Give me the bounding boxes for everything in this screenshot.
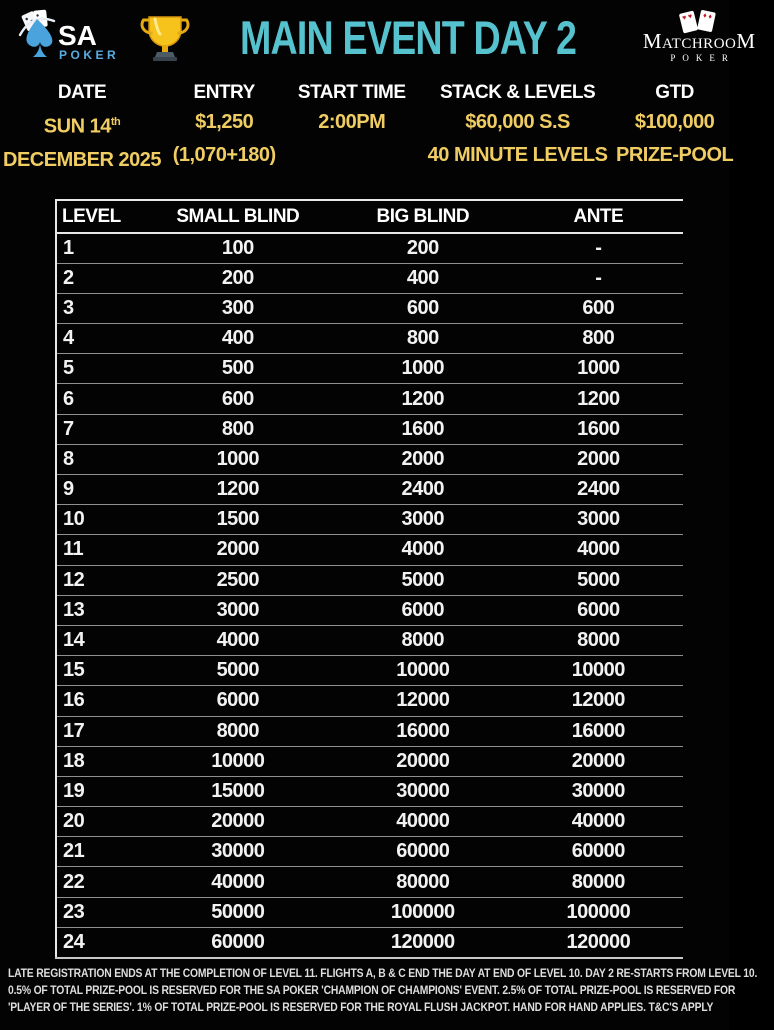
level-cell: 1 (56, 233, 144, 263)
small-blind-cell: 1200 (144, 475, 332, 505)
ante-cell: 10000 (514, 656, 683, 686)
level-cell: 20 (56, 807, 144, 837)
big-blind-cell: 6000 (332, 595, 514, 625)
info-label-stack-levels: STACK & LEVELS (439, 82, 596, 103)
title-wrap (142, 10, 618, 65)
table-row (56, 535, 683, 565)
ante-cell: 60000 (514, 837, 683, 867)
level-table-body (56, 233, 683, 958)
big-blind-cell: 2000 (332, 444, 514, 474)
ante-cell: 20000 (514, 746, 683, 776)
table-row (56, 716, 683, 746)
table-row (56, 444, 683, 474)
ante-cell: - (514, 263, 683, 293)
table-row (56, 867, 683, 897)
footer-line: LATE REGISTRATION ENDS AT THE COMPLETION OF LEVEL 11. FLIGHTS A, B & C END THE DAY AT END OF LEVEL 10. DAY 2 RE-STARTS FROM LEVEL 10. (8, 968, 758, 980)
level-cell: 21 (56, 837, 144, 867)
level-table (55, 199, 683, 959)
info-value-entry-breakdown: (1,070+180) (172, 144, 276, 166)
matchroom-logo (624, 11, 774, 63)
footer-line: 'PLAYER OF THE SERIES'. 1% OF TOTAL PRIZE-POOL IS RESERVED FOR THE ROYAL FLUSH JACKPOT. HAND FOR HAND APPLIES. T&C'S APPLY (8, 1002, 714, 1014)
big-blind-cell: 40000 (332, 807, 514, 837)
header-small-blind: SMALL BLIND (144, 200, 332, 233)
info-value-levels: 40 MINUTE LEVELS (427, 144, 608, 166)
info-col-start-time (284, 76, 419, 177)
small-blind-cell: 800 (144, 414, 332, 444)
table-row (56, 746, 683, 776)
level-cell: 15 (56, 656, 144, 686)
ante-cell: 1200 (514, 384, 683, 414)
level-cell: 9 (56, 475, 144, 505)
playing-card-icon: ♥ ♥ (679, 10, 698, 33)
table-row (56, 324, 683, 354)
level-cell: 14 (56, 625, 144, 655)
table-row (56, 384, 683, 414)
ante-cell: 3000 (514, 505, 683, 535)
info-col-stack-levels (419, 76, 616, 177)
footer-note (8, 966, 758, 1017)
big-blind-cell: 800 (332, 324, 514, 354)
table-row (56, 263, 683, 293)
big-blind-cell: 20000 (332, 746, 514, 776)
big-blind-cell: 30000 (332, 776, 514, 806)
header-ante: ANTE (514, 200, 683, 233)
level-cell: 17 (56, 716, 144, 746)
big-blind-cell: 8000 (332, 625, 514, 655)
level-cell: 19 (56, 776, 144, 806)
table-row (56, 565, 683, 595)
big-blind-cell: 80000 (332, 867, 514, 897)
trophy-icon (142, 12, 188, 62)
table-row (56, 475, 683, 505)
small-blind-cell: 20000 (144, 807, 332, 837)
level-cell: 18 (56, 746, 144, 776)
level-table-head (56, 200, 683, 233)
ante-cell: 8000 (514, 625, 683, 655)
playing-card-icon: ♦ ♦ (697, 10, 716, 33)
info-value-date-day: SUN 14th (43, 115, 121, 138)
big-blind-cell: 5000 (332, 565, 514, 595)
big-blind-cell: 1200 (332, 384, 514, 414)
info-value-gtd-prizepool: PRIZE-POOL (615, 144, 734, 166)
table-row (56, 897, 683, 927)
info-label-entry: ENTRY (193, 82, 255, 103)
matchroom-cards-icon (677, 11, 721, 33)
small-blind-cell: 2500 (144, 565, 332, 595)
info-value-date-month: DECEMBER 2025 (3, 148, 162, 171)
level-cell: 7 (56, 414, 144, 444)
ante-cell: - (514, 233, 683, 263)
info-label-date: DATE (57, 82, 107, 103)
footer-line: 0.5% OF TOTAL PRIZE-POOL IS RESERVED FOR THE SA POKER 'CHAMPION OF CHAMPIONS' EVENT. 2.5% OF TOTAL PRIZE-POOL IS RESERVED FOR (8, 985, 736, 997)
level-cell: 13 (56, 595, 144, 625)
level-cell: 2 (56, 263, 144, 293)
ante-cell: 5000 (514, 565, 683, 595)
small-blind-cell: 60000 (211, 930, 265, 953)
poker-text: POKER (59, 48, 120, 62)
info-value-stack: $60,000 S.S (465, 111, 570, 133)
table-row (56, 414, 683, 444)
big-blind-cell: 1000 (332, 354, 514, 384)
table-row (56, 505, 683, 535)
level-cell: 4 (56, 324, 144, 354)
table-row (56, 686, 683, 716)
ante-cell: 80000 (514, 867, 683, 897)
big-blind-cell: 2400 (332, 475, 514, 505)
ante-cell: 1000 (514, 354, 683, 384)
table-row (56, 233, 683, 263)
sa-poker-logo-graphic (16, 9, 134, 65)
big-blind-cell: 400 (332, 263, 514, 293)
big-blind-cell: 12000 (332, 686, 514, 716)
table-row (56, 595, 683, 625)
big-blind-cell: 3000 (332, 505, 514, 535)
level-cell: 16 (56, 686, 144, 716)
big-blind-cell: 10000 (332, 656, 514, 686)
small-blind-cell: 6000 (144, 686, 332, 716)
ante-cell: 6000 (514, 595, 683, 625)
small-blind-cell: 600 (144, 384, 332, 414)
event-title: MAIN EVENT DAY 2 (240, 10, 577, 64)
matchroom-name: MATCHROOM (642, 29, 756, 53)
header-level: LEVEL (56, 200, 144, 233)
small-blind-cell: 1500 (144, 505, 332, 535)
small-blind-cell: 10000 (144, 746, 332, 776)
big-blind-cell: 1600 (332, 414, 514, 444)
info-row (0, 76, 734, 177)
table-row (56, 776, 683, 806)
ante-cell: 120000 (566, 930, 631, 953)
table-row (56, 927, 683, 957)
table-row (56, 625, 683, 655)
ante-cell: 800 (514, 324, 683, 354)
big-blind-cell: 100000 (332, 897, 514, 927)
small-blind-cell: 3000 (144, 595, 332, 625)
header-row (56, 200, 683, 233)
info-col-entry (164, 76, 284, 177)
small-blind-cell: 30000 (144, 837, 332, 867)
sa-poker-logo (16, 9, 136, 65)
level-cell: 11 (56, 535, 144, 565)
big-blind-cell: 16000 (332, 716, 514, 746)
small-blind-cell: 50000 (144, 897, 332, 927)
small-blind-cell: 1000 (144, 444, 332, 474)
sa-text: SA (58, 20, 97, 51)
big-blind-cell: 4000 (332, 535, 514, 565)
small-blind-cell: 8000 (144, 716, 332, 746)
level-cell: 22 (56, 867, 144, 897)
big-blind-cell: 600 (332, 293, 514, 323)
small-blind-cell: 4000 (144, 625, 332, 655)
small-blind-cell: 40000 (144, 867, 332, 897)
small-blind-cell: 100 (144, 233, 332, 263)
small-blind-cell: 200 (144, 263, 332, 293)
table-row (56, 354, 683, 384)
info-value-entry-amount: $1,250 (195, 111, 254, 133)
small-blind-cell: 5000 (144, 656, 332, 686)
ante-cell: 2000 (514, 444, 683, 474)
matchroom-poker-text: POKER (670, 53, 735, 63)
info-value-gtd-amount: $100,000 (634, 111, 715, 133)
table-row (56, 837, 683, 867)
table-row (56, 656, 683, 686)
ante-cell: 2400 (514, 475, 683, 505)
header-big-blind: BIG BLIND (332, 200, 514, 233)
level-cell: 12 (56, 565, 144, 595)
ante-cell: 16000 (514, 716, 683, 746)
small-blind-cell: 400 (144, 324, 332, 354)
level-cell: 10 (56, 505, 144, 535)
small-blind-cell: 500 (144, 354, 332, 384)
ante-cell: 40000 (514, 807, 683, 837)
ante-cell: 600 (514, 293, 683, 323)
small-blind-cell: 300 (144, 293, 332, 323)
info-col-gtd (616, 76, 733, 177)
big-blind-cell: 60000 (332, 837, 514, 867)
info-col-date (0, 76, 164, 177)
header (0, 0, 756, 74)
big-blind-cell: 120000 (390, 930, 455, 953)
level-cell: 5 (56, 354, 144, 384)
ante-cell: 1600 (514, 414, 683, 444)
info-label-start-time: START TIME (297, 82, 406, 103)
ante-cell: 100000 (514, 897, 683, 927)
small-blind-cell: 15000 (144, 776, 332, 806)
table-row (56, 293, 683, 323)
level-cell: 23 (56, 897, 144, 927)
level-cell: 3 (56, 293, 144, 323)
ante-cell: 30000 (514, 776, 683, 806)
level-cell: 6 (56, 384, 144, 414)
info-value-start-time: 2:00PM (318, 111, 386, 133)
ante-cell: 4000 (514, 535, 683, 565)
info-label-gtd: GTD (655, 82, 694, 103)
big-blind-cell: 200 (332, 233, 514, 263)
level-cell: 8 (56, 444, 144, 474)
small-blind-cell: 2000 (144, 535, 332, 565)
ante-cell: 12000 (514, 686, 683, 716)
table-row (56, 807, 683, 837)
level-cell: 24 (63, 930, 85, 953)
